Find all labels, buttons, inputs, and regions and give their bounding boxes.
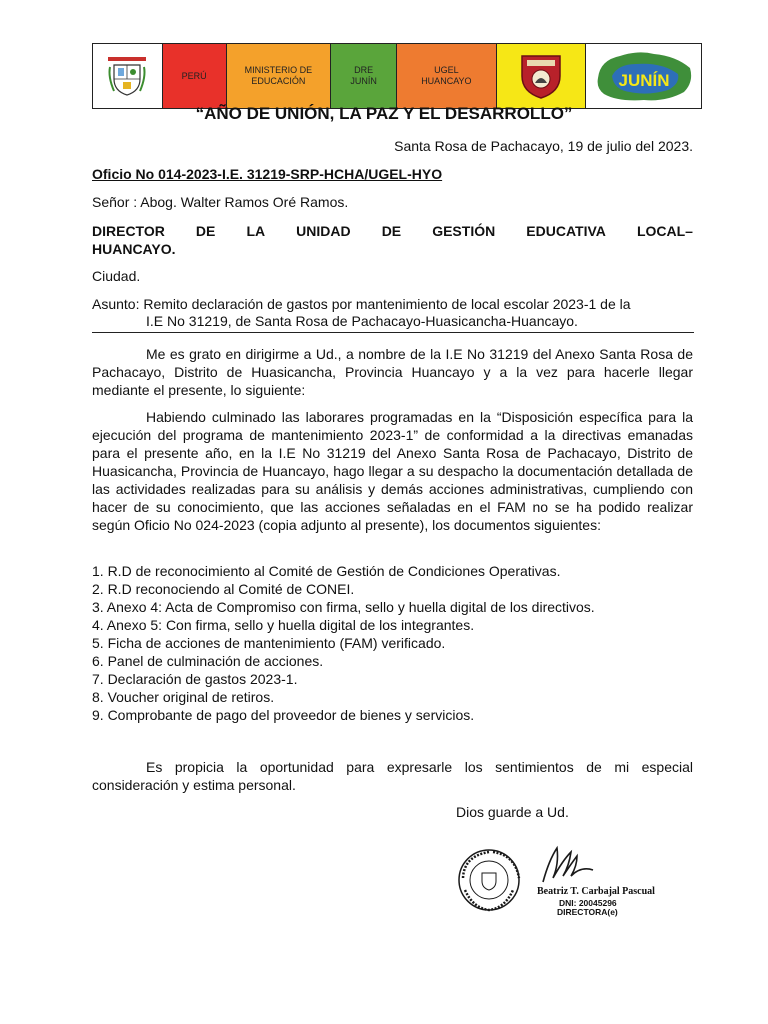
title-word: LA (246, 223, 266, 239)
date-line: Santa Rosa de Pachacayo, 19 de julio del 2023. (394, 138, 693, 154)
header-cell-ugel (397, 44, 497, 108)
addressee-title-line2: HUANCAYO. (92, 241, 176, 257)
paragraph-body (92, 408, 693, 534)
list-item: 3. Anexo 4: Acta de Compromiso con firma, sello y huella digital de los directivos. (92, 599, 595, 615)
list-item: 8. Voucher original de retiros. (92, 689, 275, 705)
header-dre-label: DRE (354, 65, 374, 75)
junin-map-icon (592, 48, 696, 104)
coat-of-arms-icon (104, 53, 150, 99)
title-word: DIRECTOR (92, 223, 165, 239)
signature-dni: DNI: 20045296 (559, 898, 617, 908)
header-dre-region: JUNÍN (350, 76, 377, 86)
list-item: 1. R.D de reconocimiento al Comité de Gestión de Condiciones Operativas. (92, 563, 561, 579)
paragraph-intro-text: Me es grato en dirigirme a Ud., a nombre de la I.E No 31219 del Anexo Santa Rosa de Pachacayo, Distrito de Huasicancha, Provincia Huancayo y a la vez para hacerle llegar mediante el presente, lo siguiente: (92, 346, 693, 398)
ugel-crest-logo (497, 44, 587, 108)
signature-name: Beatriz T. Carbajal Pascual (537, 886, 655, 897)
junin-logo-text: JUNÍN (618, 71, 670, 90)
list-item: 5. Ficha de acciones de mantenimiento (FAM) verificado. (92, 635, 446, 651)
header-cell-peru (163, 44, 227, 108)
title-word: GESTIÓN (432, 223, 496, 239)
city-line: Ciudad. (92, 268, 141, 284)
peru-coat-of-arms-logo (93, 44, 163, 108)
title-word: DE (195, 223, 216, 239)
header-ugel-label: UGEL (434, 65, 459, 75)
documents-list (92, 562, 595, 724)
header-cell-minedu (227, 44, 332, 108)
paragraph-closing-text: Es propicia la oportunidad para expresarle los sentimientos de mi especial consideración y estima personal. (92, 759, 693, 793)
addressee-title-line1 (92, 222, 693, 240)
closing-salutation: Dios guarde a Ud. (456, 804, 569, 820)
addressee: Señor : Abog. Walter Ramos Oré Ramos. (92, 194, 349, 210)
crest-icon (518, 52, 564, 100)
list-item: 7. Declaración de gastos 2023-1. (92, 671, 298, 687)
title-word: DE (381, 223, 402, 239)
institutional-header (92, 43, 702, 109)
addressee-title (92, 222, 693, 258)
subject-text-line1: Remito declaración de gastos por mantenimiento de local escolar 2023-1 de la (139, 296, 631, 312)
list-item: 2. R.D reconociendo al Comité de CONEI. (92, 581, 355, 597)
handwritten-signature-icon (543, 848, 593, 882)
junin-region-logo (586, 44, 701, 108)
header-ugel-city: HUANCAYO (421, 76, 472, 86)
year-motto: “AÑO DE UNIÓN, LA PAZ Y EL DESARROLLO” (195, 104, 573, 123)
list-item: 6. Panel de culminación de acciones. (92, 653, 324, 669)
paragraph-closing (92, 758, 693, 794)
official-seal-icon (459, 850, 519, 910)
list-item: 9. Comprobante de pago del proveedor de bienes y servicios. (92, 707, 475, 723)
title-word: LOCAL– (636, 223, 693, 239)
list-item: 4. Anexo 5: Con firma, sello y huella digital de los integrantes. (92, 617, 475, 633)
oficio-number: Oficio No 014-2023-I.E. 31219-SRP-HCHA/UGEL-HYO (92, 166, 443, 182)
signature-and-seal (455, 830, 655, 920)
paragraph-intro (92, 345, 693, 399)
header-minedu-label: MINISTERIO DE EDUCACIÓN (244, 65, 313, 86)
subject-text-line2: I.E No 31219, de Santa Rosa de Pachacayo-Huasicancha-Huancayo. (146, 313, 578, 329)
subject-label: Asunto: (92, 296, 140, 312)
paragraph-body-text: Habiendo culminado las laborares programadas en la “Disposición específica para la ejecución del programa de mantenimiento 2023-1” de conformidad a la directivas emanadas para el presente año, en la I.E No 31219 del Anexo Santa Rosa de Pachacayo, Distrito de Huasicancha, Provincia de Huancayo, hago llegar a su despacho la documentación detallada de las actividades realizadas para su análisis y demás acciones administrativas, cumpliendo con hacer de su conocimiento, que las acciones señaladas en el FAM no se ha podido realizar según Oficio No 024-2023 (copia adjunto al presente), los documentos siguientes: (92, 409, 693, 533)
subject-divider (92, 332, 694, 333)
signature-role: DIRECTORA(e) (557, 907, 618, 917)
title-word: EDUCATIVA (526, 223, 606, 239)
title-word: UNIDAD (296, 223, 351, 239)
header-peru-label: PERÚ (181, 70, 207, 81)
subject-block (92, 296, 693, 330)
header-cell-dre (331, 44, 397, 108)
